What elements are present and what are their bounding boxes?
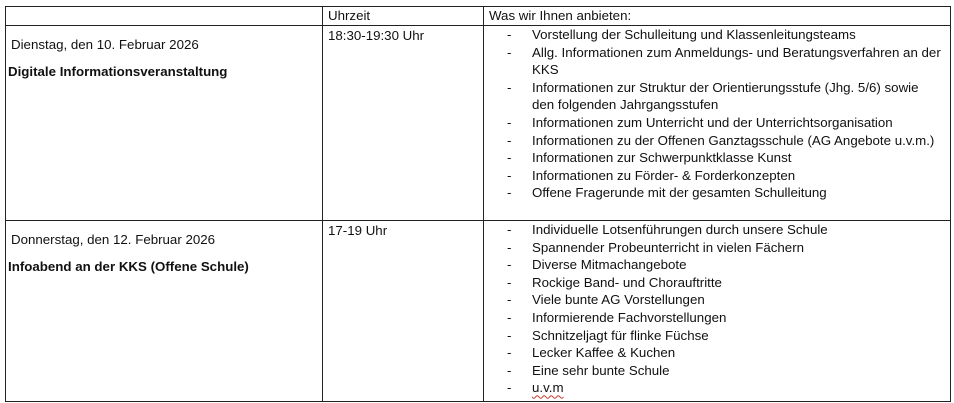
list-item-text: Lecker Kaffee & Kuchen [532, 345, 676, 361]
bullet-dash: - [507, 222, 512, 237]
list-item-text: Informierende Fachvorstellungen [532, 309, 727, 325]
table-row [6, 26, 951, 221]
list-item-text: Informationen zur Schwerpunktklasse Kunst [532, 150, 792, 166]
time-cell [323, 221, 484, 402]
list-item-text: Informationen zum Unterricht und der Unterrichtsorganisation [532, 114, 893, 130]
event-title: Digitale Informationsveranstaltung [8, 63, 228, 79]
bullet-dash: - [507, 44, 512, 60]
list-item-text: Diverse Mitmachangebote [532, 257, 687, 273]
list-item [484, 221, 950, 239]
header-time-label: Uhrzeit [328, 8, 371, 23]
offers-list [484, 221, 950, 397]
bullet-dash: - [507, 257, 512, 273]
event-time: 17-19 Uhr [328, 223, 388, 238]
bullet-dash: - [507, 79, 512, 95]
bullet-dash: - [507, 185, 512, 201]
event-time: 18:30-19:30 Uhr [328, 28, 425, 43]
header-cell-offers [484, 7, 951, 26]
event-date: Dienstag, den 10. Februar 2026 [11, 37, 199, 52]
list-item [484, 44, 950, 79]
bullet-dash: - [507, 274, 512, 290]
list-item-text: Rockige Band- und Chorauftritte [532, 274, 722, 290]
list-item [484, 309, 950, 327]
time-cell [323, 26, 484, 221]
offers-list [484, 26, 950, 202]
bullet-dash: - [507, 167, 512, 183]
bullet-dash: - [507, 309, 512, 325]
list-item [484, 239, 950, 257]
list-item-text: Informationen zu der Offenen Ganztagsschule (AG Angebote u.v.m.) [532, 132, 935, 148]
list-item-text: Informationen zu Förder- & Forderkonzepten [532, 167, 796, 183]
list-item [484, 274, 950, 292]
bullet-dash: - [507, 362, 512, 378]
bullet-dash: - [507, 132, 512, 148]
list-item-text: Eine sehr bunte Schule [532, 362, 670, 378]
list-item-text: Individuelle Lotsenführungen durch unsere Schule [532, 222, 828, 237]
header-cell-time [323, 7, 484, 26]
header-offers-label: Was wir Ihnen anbieten: [489, 8, 632, 23]
list-item [484, 114, 950, 132]
table-header-row [6, 7, 951, 26]
list-item [484, 79, 950, 114]
list-item-text: Spannender Probeunterricht in vielen Fächern [532, 239, 805, 255]
event-date: Donnerstag, den 12. Februar 2026 [11, 232, 216, 247]
list-item [484, 379, 950, 397]
bullet-dash: - [507, 345, 512, 361]
list-item [484, 26, 950, 44]
list-item-text: u.v.m [532, 380, 564, 396]
header-cell-event [6, 7, 323, 26]
list-item-text: Vorstellung der Schulleitung und Klassenleitungsteams [532, 27, 856, 42]
bullet-dash: - [507, 239, 512, 255]
list-item [484, 167, 950, 185]
list-item [484, 149, 950, 167]
bullet-dash: - [507, 380, 512, 396]
event-cell [6, 221, 323, 402]
list-item [484, 291, 950, 309]
bullet-dash: - [507, 327, 512, 343]
list-item-text: Offene Fragerunde mit der gesamten Schulleitung [532, 185, 827, 201]
list-item [484, 344, 950, 362]
list-item-text: Allg. Informationen zum Anmeldungs- und Beratungsverfahren an der KKS [532, 44, 941, 78]
offers-cell [484, 26, 951, 221]
schedule-table [5, 6, 951, 402]
list-item-text: Informationen zur Struktur der Orientierungsstufe (Jhg. 5/6) sowie den folgenden Jahrgangsstufen [532, 79, 919, 113]
bullet-dash: - [507, 114, 512, 130]
bullet-dash: - [507, 27, 512, 42]
table-row [6, 221, 951, 402]
bullet-dash: - [507, 292, 512, 308]
bullet-dash: - [507, 150, 512, 166]
event-title: Infoabend an der KKS (Offene Schule) [8, 258, 249, 274]
offers-cell [484, 221, 951, 402]
list-item [484, 132, 950, 150]
list-item [484, 362, 950, 380]
list-item-text: Schnitzeljagt für flinke Füchse [532, 327, 709, 343]
list-item [484, 327, 950, 345]
list-item [484, 184, 950, 202]
list-item-text: Viele bunte AG Vorstellungen [532, 292, 705, 308]
event-cell [6, 26, 323, 221]
list-item [484, 256, 950, 274]
